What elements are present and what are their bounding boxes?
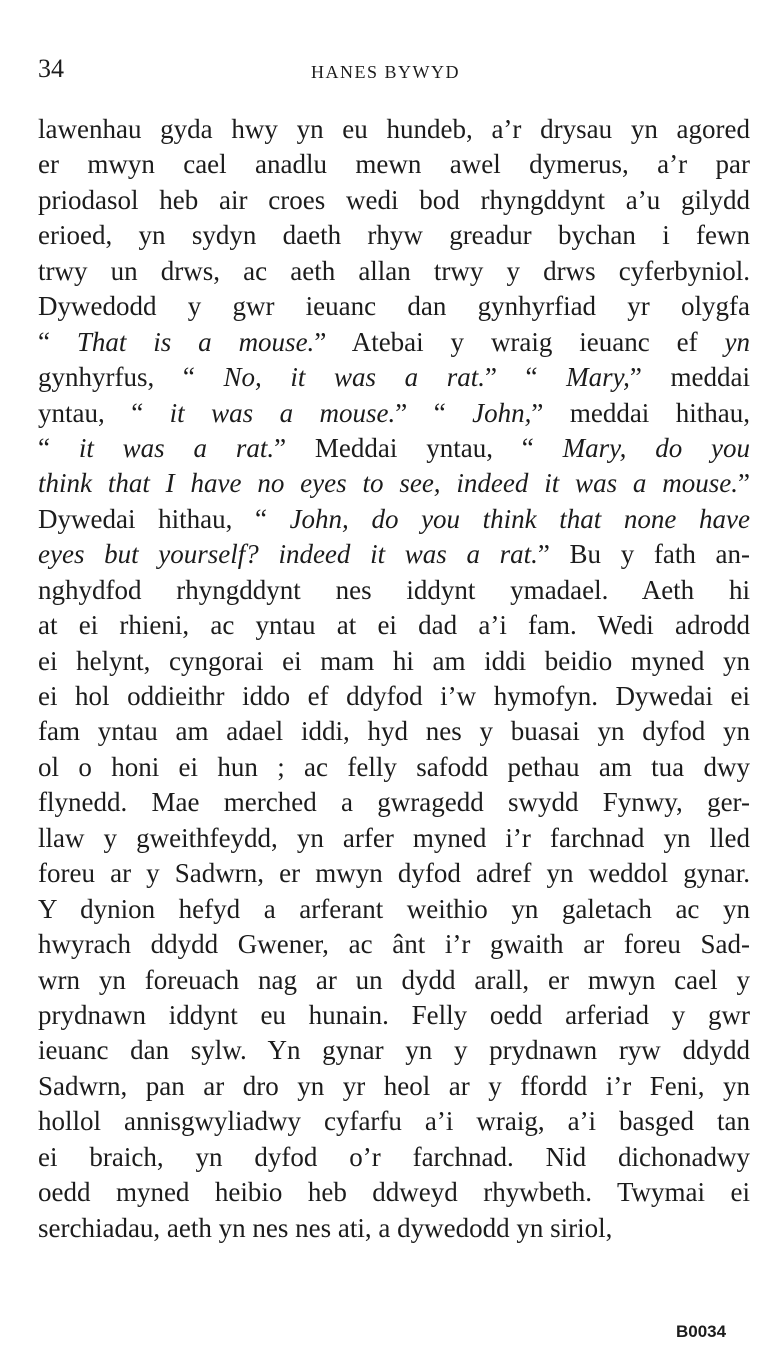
text-run: gynhyrfus, “ bbox=[38, 362, 224, 393]
text-run: ” Bu y fath an- bbox=[537, 539, 750, 570]
text-line bbox=[38, 112, 750, 147]
text-line bbox=[38, 750, 750, 785]
italic-text: it was a mouse. bbox=[169, 397, 396, 428]
italic-text: John, do you think that none have bbox=[289, 503, 750, 534]
text-line bbox=[38, 714, 750, 749]
text-line bbox=[38, 785, 750, 820]
text-run: priodasol heb air croes wedi bod rhyngddynt a’u gilydd bbox=[38, 184, 750, 215]
text-run: at ei rhieni, ac yntau at ei dad a’i fam. Wedi adrodd bbox=[38, 610, 750, 641]
running-head: HANES BYWYD bbox=[311, 62, 460, 82]
text-run: ” meddai hithau, bbox=[531, 397, 750, 428]
text-run: serchiadau, aeth yn nes nes ati, a dywedodd yn siriol, bbox=[38, 1212, 613, 1243]
italic-text: That is a mouse. bbox=[76, 326, 315, 357]
text-run: Dywedai hithau, “ bbox=[38, 503, 290, 534]
text-line bbox=[38, 360, 750, 395]
italic-text: it was a rat. bbox=[78, 432, 275, 463]
text-line bbox=[38, 1069, 750, 1104]
catalog-id: B0034 bbox=[676, 1322, 727, 1341]
italic-text: Mary, do you bbox=[562, 432, 751, 463]
text-run: oedd myned heibio heb ddweyd rhywbeth. Twymai ei bbox=[38, 1177, 750, 1208]
text-line bbox=[38, 431, 750, 466]
text-run: ” Meddai yntau, “ bbox=[274, 432, 563, 463]
italic-text: think that I have no eyes to see, indeed it was a mouse. bbox=[38, 468, 739, 499]
text-line bbox=[38, 679, 750, 714]
text-line bbox=[38, 466, 750, 501]
text-line bbox=[38, 821, 750, 856]
text-line bbox=[38, 998, 750, 1033]
page-number: 34 bbox=[38, 54, 64, 83]
text-run: erioed, yn sydyn daeth rhyw greadur bychan i fewn bbox=[38, 220, 750, 251]
text-line bbox=[38, 1140, 750, 1175]
text-line bbox=[38, 183, 750, 218]
text-run: ” “ bbox=[484, 362, 567, 393]
text-line bbox=[38, 892, 750, 927]
italic-text: Mary, bbox=[566, 362, 630, 393]
text-run: ei hol oddieithr iddo ef ddyfod i’w hymofyn. Dywedai ei bbox=[38, 681, 750, 711]
text-line bbox=[38, 644, 750, 679]
text-line bbox=[38, 502, 750, 537]
body-text bbox=[38, 112, 750, 1246]
text-run: er mwyn cael anadlu mewn awel dymerus, a’r par bbox=[38, 149, 750, 180]
text-run: yntau, “ bbox=[38, 397, 170, 428]
text-line bbox=[38, 537, 750, 572]
text-line bbox=[38, 963, 750, 998]
text-line bbox=[38, 325, 750, 360]
text-run: foreu ar y Sadwrn, er mwyn dyfod adref yn weddol gynar. bbox=[38, 858, 750, 889]
text-run: wrn yn foreuach nag ar un dydd arall, er mwyn cael y bbox=[38, 964, 750, 995]
text-line bbox=[38, 396, 750, 431]
text-run: hwyrach ddydd Gwener, ac ânt i’r gwaith ar foreu Sad- bbox=[38, 929, 750, 960]
text-line bbox=[38, 608, 750, 643]
text-line bbox=[38, 927, 750, 962]
text-run: ” meddai bbox=[629, 362, 750, 393]
text-run: Y dynion hefyd a arferant weithio yn galetach ac yn bbox=[38, 893, 750, 924]
text-line bbox=[38, 1211, 750, 1246]
text-line bbox=[38, 573, 750, 608]
text-run: Sadwrn, pan ar dro yn yr heol ar y ffordd i’r Feni, yn bbox=[38, 1070, 750, 1101]
text-run: “ bbox=[38, 432, 79, 463]
text-run: llaw y gweithfeydd, yn arfer myned i’r farchnad yn lled bbox=[38, 822, 750, 853]
text-run: ei helynt, cyngorai ei mam hi am iddi beidio myned yn bbox=[38, 645, 750, 676]
text-run: trwy un drws, ac aeth allan trwy y drws cyferbyniol. bbox=[38, 255, 750, 286]
italic-text: John, bbox=[472, 397, 532, 428]
text-line bbox=[38, 856, 750, 891]
italic-text: eyes but yourself? indeed it was a rat. bbox=[38, 539, 538, 570]
italic-text: yn bbox=[724, 326, 750, 357]
text-line bbox=[38, 1175, 750, 1210]
text-run: Dywedodd y gwr ieuanc dan gynhyrfiad yr olygfa bbox=[38, 291, 750, 322]
text-run: flynedd. Mae merched a gwragedd swydd Fynwy, ger- bbox=[38, 787, 750, 818]
text-run: fam yntau am adael iddi, hyd nes y buasai yn dyfod yn bbox=[38, 716, 750, 747]
text-run: ” Atebai y wraig ieuanc ef bbox=[314, 326, 725, 357]
text-run: ol o honi ei hun ; ac felly safodd pethau am tua dwy bbox=[38, 751, 750, 782]
text-run: ” “ bbox=[395, 397, 473, 428]
text-run: ei braich, yn dyfod o’r farchnad. Nid dichonadwy bbox=[38, 1141, 750, 1172]
text-run: hollol annisgwyliadwy cyfarfu a’i wraig, a’i basged tan bbox=[38, 1106, 750, 1137]
italic-text: No, it was a rat. bbox=[223, 362, 485, 393]
text-run: prydnawn iddynt eu hunain. Felly oedd arferiad y gwr bbox=[38, 999, 750, 1030]
text-run: ” bbox=[738, 468, 750, 499]
text-run: nghydfod rhyngddynt nes iddynt ymadael. Aeth hi bbox=[38, 574, 750, 605]
text-line bbox=[38, 218, 750, 253]
text-line bbox=[38, 147, 750, 182]
text-line bbox=[38, 289, 750, 324]
text-run: ieuanc dan sylw. Yn gynar yn y prydnawn ryw ddydd bbox=[38, 1035, 750, 1066]
text-run: lawenhau gyda hwy yn eu hundeb, a’r drysau yn agored bbox=[38, 114, 750, 144]
text-line bbox=[38, 1104, 750, 1139]
text-line bbox=[38, 1033, 750, 1068]
text-line bbox=[38, 254, 750, 289]
text-run: “ bbox=[38, 326, 77, 357]
